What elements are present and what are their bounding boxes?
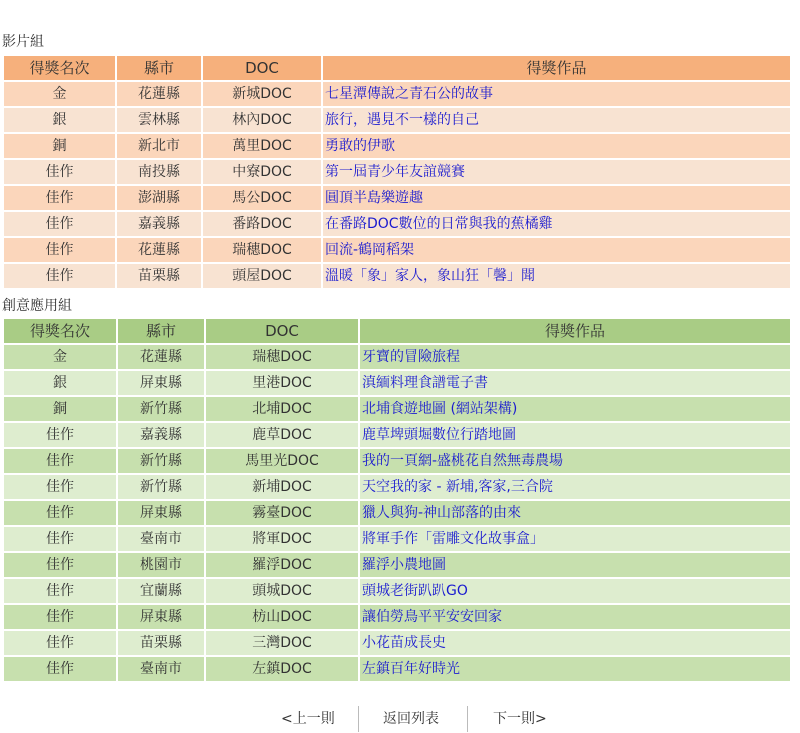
doc-cell: 新城DOC <box>203 82 321 106</box>
doc-cell: 新埔DOC <box>206 475 358 499</box>
work-title-link[interactable]: 牙寶的冒險旅程 <box>362 349 460 365</box>
work-title-link[interactable]: 北埔食遊地圖 (網站架構) <box>362 401 518 417</box>
rank-cell: 佳作 <box>4 186 115 210</box>
work-cell <box>323 160 790 184</box>
doc-cell: 馬里光DOC <box>206 449 358 473</box>
table-row <box>4 264 790 288</box>
rank-cell: 佳作 <box>4 553 116 577</box>
county-cell: 臺南市 <box>118 527 204 551</box>
header-work: 得獎作品 <box>323 56 790 80</box>
back-to-list-link[interactable]: 返回列表 <box>383 711 439 727</box>
work-cell <box>323 82 790 106</box>
work-title-link[interactable]: 第一屆青少年友誼競賽 <box>325 164 465 180</box>
doc-cell: 萬里DOC <box>203 134 321 158</box>
rank-cell: 銅 <box>4 397 116 421</box>
work-cell <box>360 449 790 473</box>
work-title-link[interactable]: 滇緬料理食譜電子書 <box>362 375 488 391</box>
table-row <box>4 212 790 236</box>
doc-cell: 馬公DOC <box>203 186 321 210</box>
work-title-link[interactable]: 回流-鶴岡稻架 <box>325 242 415 258</box>
pager-divider <box>358 706 359 732</box>
table-row <box>4 371 790 395</box>
rank-cell: 佳作 <box>4 160 115 184</box>
county-cell: 新竹縣 <box>118 449 204 473</box>
work-cell <box>323 212 790 236</box>
county-cell: 屏東縣 <box>118 371 204 395</box>
county-cell: 新竹縣 <box>118 397 204 421</box>
work-title-link[interactable]: 讓伯勞鳥平平安安回家 <box>362 609 502 625</box>
table-row <box>4 631 790 655</box>
table-row <box>4 657 790 681</box>
table-row <box>4 345 790 369</box>
table-row <box>4 449 790 473</box>
table-row <box>4 527 790 551</box>
doc-cell: 番路DOC <box>203 212 321 236</box>
work-cell <box>360 631 790 655</box>
rank-cell: 銀 <box>4 371 116 395</box>
work-title-link[interactable]: 小花苗成長史 <box>362 635 446 651</box>
header-rank: 得獎名次 <box>4 319 116 343</box>
rank-cell: 佳作 <box>4 657 116 681</box>
table-row <box>4 82 790 106</box>
next-link[interactable]: 下一則> <box>493 711 547 727</box>
rank-cell: 銀 <box>4 108 115 132</box>
work-title-link[interactable]: 在番路DOC數位的日常與我的蕉橘雞 <box>325 216 553 232</box>
table-row <box>4 475 790 499</box>
header-county: 縣市 <box>117 56 201 80</box>
header-doc: DOC <box>206 319 358 343</box>
header-county: 縣市 <box>118 319 204 343</box>
prev-link[interactable]: <上一則 <box>281 711 335 727</box>
work-cell <box>360 553 790 577</box>
rank-cell: 佳作 <box>4 449 116 473</box>
doc-cell: 三灣DOC <box>206 631 358 655</box>
doc-cell: 北埔DOC <box>206 397 358 421</box>
county-cell: 澎湖縣 <box>117 186 201 210</box>
rank-cell: 佳作 <box>4 238 115 262</box>
rank-cell: 佳作 <box>4 501 116 525</box>
table-row <box>4 397 790 421</box>
table-row <box>4 186 790 210</box>
county-cell: 花蓮縣 <box>117 82 201 106</box>
rank-cell: 金 <box>4 345 116 369</box>
pagination-bar <box>0 706 800 732</box>
doc-cell: 頭屋DOC <box>203 264 321 288</box>
doc-cell: 鹿草DOC <box>206 423 358 447</box>
county-cell: 新竹縣 <box>118 475 204 499</box>
work-cell <box>323 186 790 210</box>
doc-cell: 中寮DOC <box>203 160 321 184</box>
county-cell: 嘉義縣 <box>118 423 204 447</box>
work-cell <box>360 397 790 421</box>
doc-cell: 枋山DOC <box>206 605 358 629</box>
work-title-link[interactable]: 將軍手作「雷雕文化故事盒」 <box>362 531 544 547</box>
rank-cell: 佳作 <box>4 631 116 655</box>
county-cell: 嘉義縣 <box>117 212 201 236</box>
video-group-title: 影片組 <box>2 34 44 50</box>
creative-group-title: 創意應用組 <box>2 298 72 314</box>
county-cell: 臺南市 <box>118 657 204 681</box>
work-title-link[interactable]: 我的一頁網-盛桃花自然無毒農場 <box>362 453 564 469</box>
work-cell <box>323 134 790 158</box>
work-title-link[interactable]: 羅浮小農地圖 <box>362 557 446 573</box>
pager-divider <box>467 706 468 732</box>
table-header-row <box>4 319 790 343</box>
work-cell <box>323 264 790 288</box>
doc-cell: 里港DOC <box>206 371 358 395</box>
rank-cell: 佳作 <box>4 579 116 603</box>
work-cell <box>323 108 790 132</box>
rank-cell: 佳作 <box>4 423 116 447</box>
work-cell <box>360 579 790 603</box>
table-row <box>4 423 790 447</box>
doc-cell: 瑞穗DOC <box>203 238 321 262</box>
work-cell <box>360 423 790 447</box>
table-row <box>4 238 790 262</box>
work-title-link[interactable]: 圓頂半島樂遊趣 <box>325 190 423 206</box>
work-cell <box>360 527 790 551</box>
county-cell: 苗栗縣 <box>118 631 204 655</box>
work-title-link[interactable]: 勇敢的伊歌 <box>325 138 395 154</box>
doc-cell: 瑞穗DOC <box>206 345 358 369</box>
county-cell: 新北市 <box>117 134 201 158</box>
work-title-link[interactable]: 天空我的家 - 新埔,客家,三合院 <box>362 479 553 495</box>
table-header-row <box>4 56 790 80</box>
doc-cell: 左鎮DOC <box>206 657 358 681</box>
table-row <box>4 579 790 603</box>
rank-cell: 佳作 <box>4 475 116 499</box>
county-cell: 桃園市 <box>118 553 204 577</box>
doc-cell: 林內DOC <box>203 108 321 132</box>
header-work: 得獎作品 <box>360 319 790 343</box>
work-cell <box>360 345 790 369</box>
work-title-link[interactable]: 鹿草埤頭堀數位行踏地圖 <box>362 427 516 443</box>
work-title-link[interactable]: 溫暖「象」家人，象山狂「馨」聞 <box>325 268 535 284</box>
work-cell <box>360 371 790 395</box>
doc-cell: 將軍DOC <box>206 527 358 551</box>
doc-cell: 羅浮DOC <box>206 553 358 577</box>
work-cell <box>360 657 790 681</box>
work-cell <box>323 238 790 262</box>
header-rank: 得獎名次 <box>4 56 115 80</box>
county-cell: 宜蘭縣 <box>118 579 204 603</box>
county-cell: 苗栗縣 <box>117 264 201 288</box>
rank-cell: 佳作 <box>4 264 115 288</box>
video-group-table <box>2 54 792 290</box>
table-row <box>4 134 790 158</box>
rank-cell: 佳作 <box>4 527 116 551</box>
county-cell: 屏東縣 <box>118 501 204 525</box>
table-row <box>4 160 790 184</box>
work-cell <box>360 501 790 525</box>
work-cell <box>360 475 790 499</box>
rank-cell: 佳作 <box>4 605 116 629</box>
rank-cell: 佳作 <box>4 212 115 236</box>
rank-cell: 銅 <box>4 134 115 158</box>
creative-group-table <box>2 317 792 683</box>
county-cell: 南投縣 <box>117 160 201 184</box>
county-cell: 雲林縣 <box>117 108 201 132</box>
work-title-link[interactable]: 旅行，遇見不一樣的自己 <box>325 112 479 128</box>
rank-cell: 金 <box>4 82 115 106</box>
table-row <box>4 605 790 629</box>
doc-cell: 頭城DOC <box>206 579 358 603</box>
header-doc: DOC <box>203 56 321 80</box>
county-cell: 屏東縣 <box>118 605 204 629</box>
county-cell: 花蓮縣 <box>117 238 201 262</box>
work-cell <box>360 605 790 629</box>
table-row <box>4 553 790 577</box>
doc-cell: 霧臺DOC <box>206 501 358 525</box>
table-row <box>4 501 790 525</box>
work-title-link[interactable]: 左鎮百年好時光 <box>362 661 460 677</box>
county-cell: 花蓮縣 <box>118 345 204 369</box>
work-title-link[interactable]: 獵人與狗-神山部落的由來 <box>362 505 522 521</box>
work-title-link[interactable]: 頭城老街趴趴GO <box>362 583 468 599</box>
table-row <box>4 108 790 132</box>
work-title-link[interactable]: 七星潭傳說之青石公的故事 <box>325 86 493 102</box>
